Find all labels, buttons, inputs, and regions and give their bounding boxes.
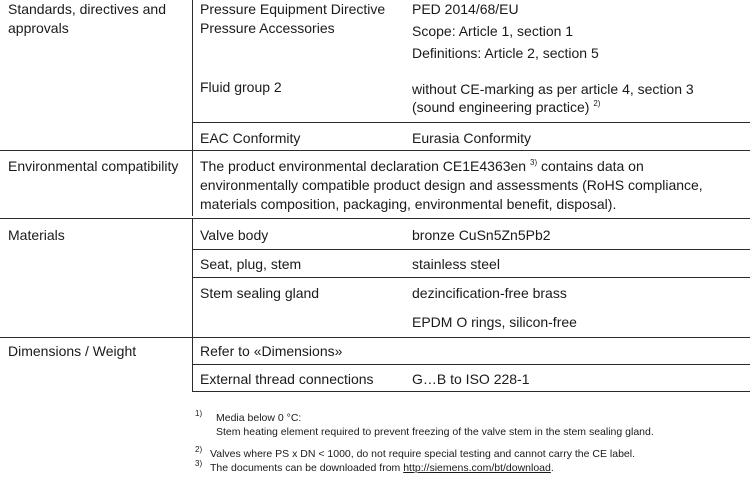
ped-value-line3: Definitions: Article 2, section 5	[412, 45, 599, 61]
material-row-value: dezincification-free brass	[412, 285, 567, 301]
ped-name-line2: Pressure Accessories	[200, 20, 335, 36]
fluid-group-value-line2	[412, 98, 600, 117]
dimensions-label: Dimensions / Weight	[8, 343, 137, 359]
footnote-3-text: The documents can be downloaded from	[210, 462, 404, 474]
environment-text-line1	[200, 157, 644, 176]
ped-value-line2: Scope: Article 1, section 1	[412, 23, 574, 39]
environment-text-1a: The product environmental declaration CE1E4363en	[200, 158, 527, 174]
divider-thread-row	[192, 364, 750, 365]
footnote-1-line2: Stem heating element required to prevent freezing of the valve stem in the stem sealing gland.	[216, 426, 654, 438]
fluid-group-value-text: (sound engineering practice)	[412, 99, 590, 115]
environment-text-line2: environmentally compatible product design and assessments (RoHS compliance,	[200, 177, 703, 193]
download-link[interactable]: http://siemens.com/bt/download	[403, 462, 551, 474]
footnote-ref-2: 2)	[593, 99, 601, 108]
footnote-3-line	[210, 462, 554, 475]
divider-environment-top	[0, 150, 750, 151]
divider-dimensions-top	[0, 337, 750, 338]
environment-label: Environmental compatibility	[8, 158, 179, 174]
material-row-name: Valve body	[200, 227, 269, 243]
environment-text-line3: materials composition, packaging, environmental benefit, disposal).	[200, 196, 617, 212]
divider-material-row	[192, 249, 750, 250]
divider-eac-top	[192, 122, 750, 123]
divider-materials-top	[0, 218, 750, 219]
footnote-2-text: Valves where PS x DN < 1000, do not require special testing and cannot carry the CE label.	[210, 448, 635, 460]
footnote-ref-3: 3)	[530, 158, 538, 167]
fluid-group-value-line1: without CE-marking as per article 4, section 3	[412, 81, 694, 97]
material-row-value: stainless steel	[412, 256, 500, 272]
eac-name: EAC Conformity	[200, 130, 301, 146]
footnote-1-number: 1)	[195, 409, 203, 418]
material-row-name: Stem sealing gland	[200, 285, 320, 301]
material-row-value: bronze CuSn5Zn5Pb2	[412, 227, 551, 243]
divider-material-row	[192, 277, 750, 278]
divider-table-bottom	[192, 391, 750, 392]
footnote-1-line1: Media below 0 °C:	[216, 412, 302, 424]
dimensions-refer: Refer to «Dimensions»	[200, 343, 343, 359]
vertical-rule-environment	[192, 150, 193, 216]
material-row-value: EPDM O rings, silicon-free	[412, 314, 577, 330]
footnote-3-number: 3)	[195, 459, 203, 468]
thread-connections-name: External thread connections	[200, 371, 374, 387]
eac-value: Eurasia Conformity	[412, 130, 532, 146]
materials-label: Materials	[8, 227, 65, 243]
ped-name-line1: Pressure Equipment Directive	[200, 1, 386, 17]
environment-text-1b: contains data on	[537, 158, 644, 174]
ped-value-line1: PED 2014/68/EU	[412, 1, 519, 17]
vertical-rule-standards	[192, 0, 193, 150]
thread-connections-value: G…B to ISO 228-1	[412, 371, 530, 387]
footnote-2-number: 2)	[195, 445, 203, 454]
fluid-group-name: Fluid group 2	[200, 79, 282, 95]
material-row-name: Seat, plug, stem	[200, 256, 302, 272]
footnote-3-end: .	[550, 462, 554, 474]
standards-label-line1: Standards, directives and	[8, 1, 166, 17]
standards-label-line2: approvals	[8, 20, 69, 36]
